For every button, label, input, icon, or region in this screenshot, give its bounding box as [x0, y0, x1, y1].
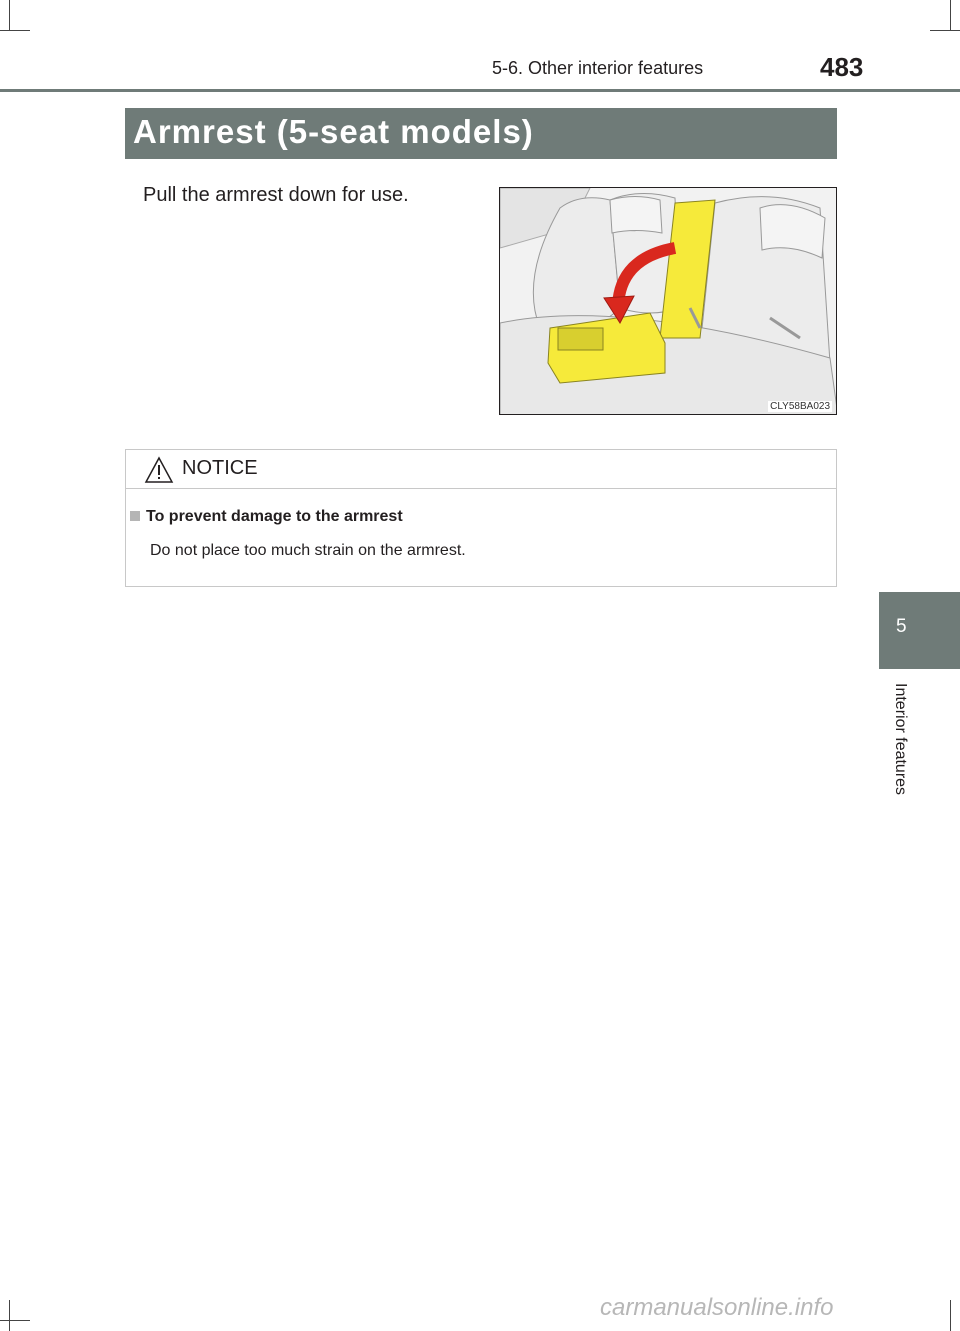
crop-mark — [950, 0, 951, 30]
watermark: carmanualsonline.info — [600, 1294, 834, 1321]
notice-header — [126, 450, 836, 489]
notice-label: NOTICE — [182, 457, 258, 479]
section-banner — [125, 108, 837, 159]
armrest-illustration — [499, 187, 837, 415]
crop-mark — [0, 1320, 30, 1321]
bullet-square-icon — [130, 511, 140, 521]
notice-item-title — [130, 508, 403, 526]
warning-triangle-icon — [144, 456, 174, 484]
notice-box — [125, 449, 837, 587]
notice-item-title-text: To prevent damage to the armrest — [146, 508, 403, 525]
instruction-text: Pull the armrest down for use. — [143, 184, 409, 206]
page-number: 483 — [820, 52, 864, 82]
crop-mark — [9, 1300, 10, 1331]
chapter-tab — [879, 592, 960, 669]
crop-mark — [0, 30, 30, 31]
running-header: 5-6. Other interior features — [492, 58, 704, 78]
crop-mark — [950, 1300, 951, 1331]
header-rule — [0, 89, 960, 92]
chapter-number: 5 — [896, 616, 907, 637]
section-title: Armrest (5-seat models) — [133, 113, 534, 150]
chapter-label: Interior features — [892, 683, 909, 796]
figure-code: CLY58BA023 — [770, 401, 830, 412]
notice-item-body: Do not place too much strain on the armrest. — [150, 542, 466, 559]
crop-mark — [930, 30, 960, 31]
crop-mark — [9, 0, 10, 30]
rear-seat-drawing — [500, 188, 837, 415]
